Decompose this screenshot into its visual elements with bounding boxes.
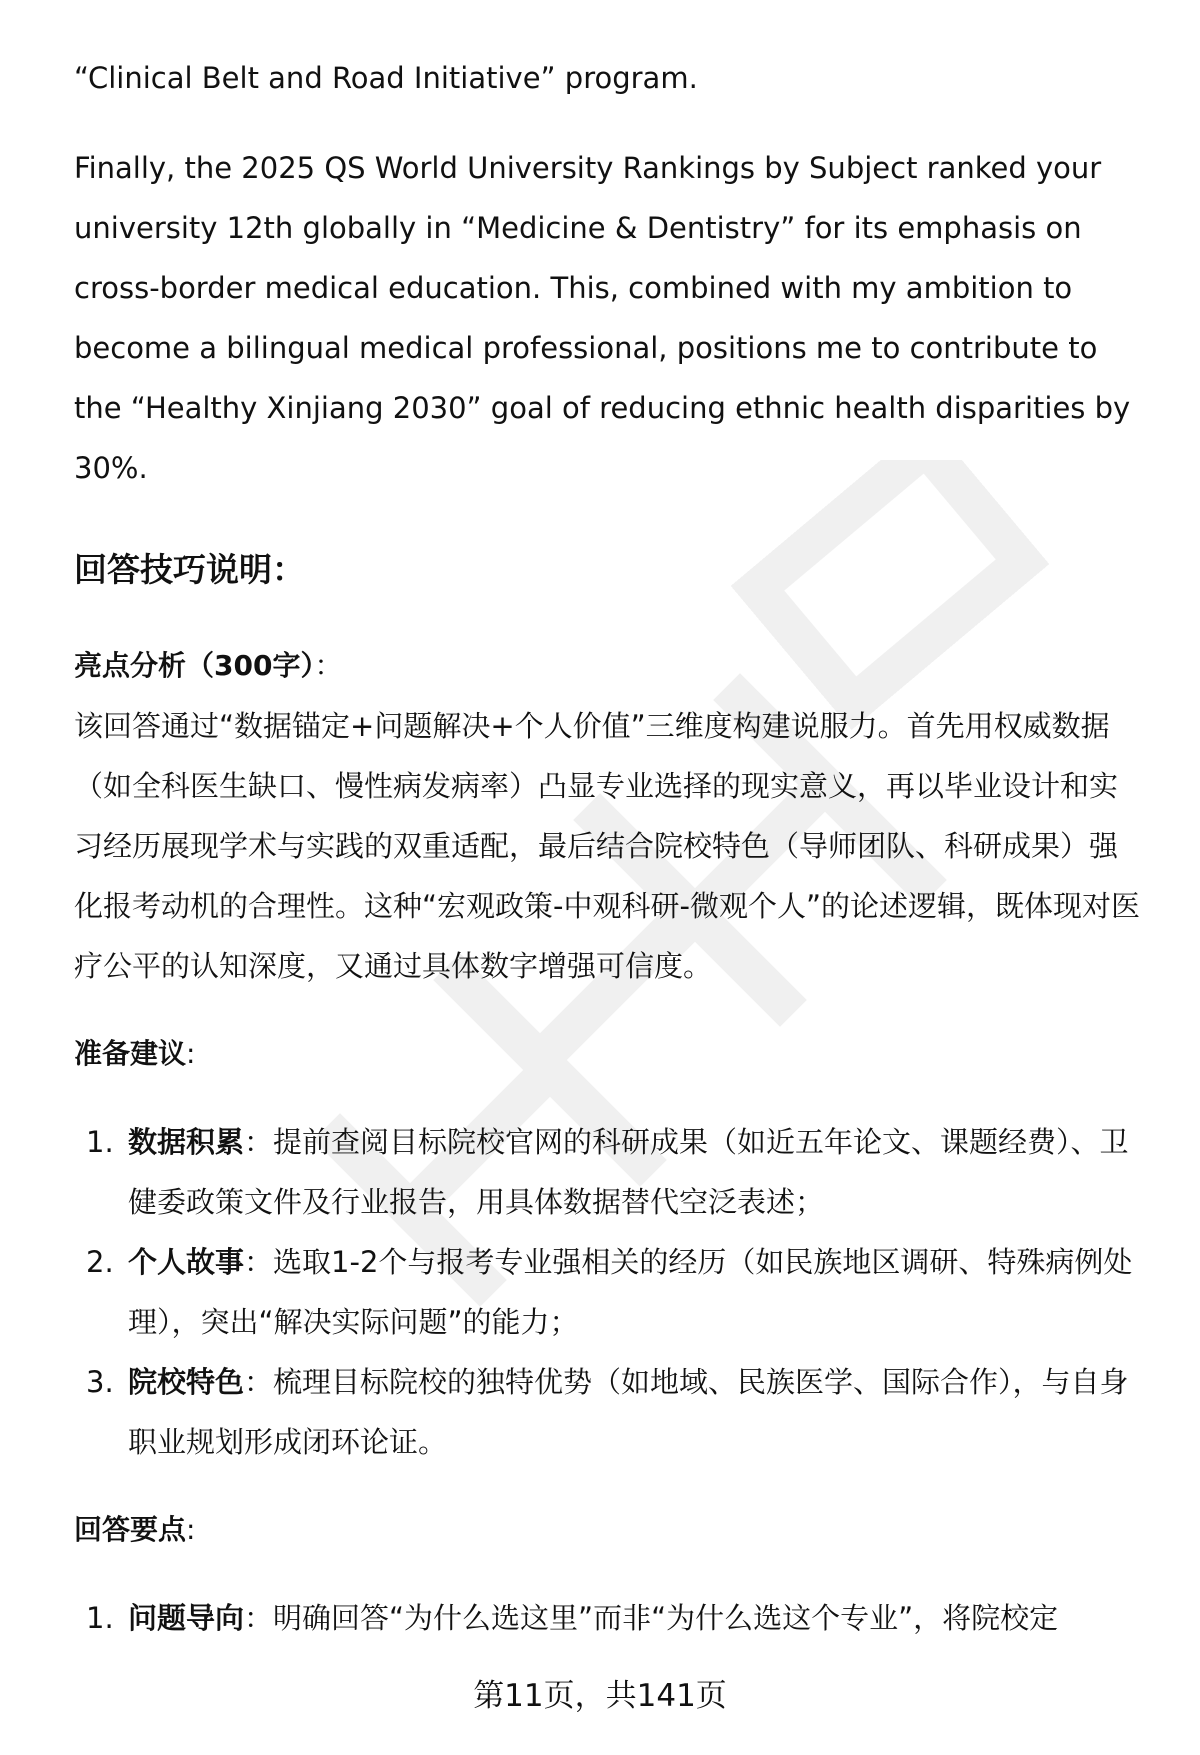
- page-number-footer: 第11页，共141页: [473, 1678, 727, 1714]
- highlight-subheading: [74, 636, 1144, 696]
- highlight-title: 亮点分析（300字）: [74, 649, 315, 682]
- list-item: [74, 1232, 1144, 1352]
- list-item: [74, 1112, 1144, 1232]
- list-item-colon: ：: [244, 1245, 274, 1279]
- list-number: 3.: [86, 1365, 114, 1399]
- key-points-list: [74, 1588, 1144, 1648]
- list-item-colon: ：: [244, 1365, 274, 1399]
- list-number: 2.: [86, 1245, 114, 1279]
- prep-list: [74, 1112, 1144, 1472]
- list-number: 1.: [86, 1125, 114, 1159]
- key-points-title: 回答要点: [74, 1513, 187, 1546]
- list-item: [74, 1588, 1144, 1648]
- list-item-text: 梳理目标院校的独特优势（如地域、民族医学、国际合作），与自身职业规划形成闭环论证。: [128, 1365, 1129, 1459]
- paragraph-qs-ranking: Finally, the 2025 QS World University Rankings by Subject ranked your university 12th globally in “Medicine & Dentistry” for its emphasis on cross-border medical education. This, combined with my ambition to become a bilingual medical professional, positions me to contribute to the “Healthy Xinjiang 2030” goal of reducing ethnic health disparities by 30%.: [74, 151, 1131, 485]
- list-item-title: 问题导向: [128, 1601, 245, 1635]
- list-item-text: 提前查阅目标院校官网的科研成果（如近五年论文、课题经费）、卫健委政策文件及行业报告，用具体数据替代空泛表述；: [128, 1125, 1129, 1219]
- paragraph-program: “Clinical Belt and Road Initiative” program.: [74, 61, 698, 95]
- list-item-title: 数据积累: [128, 1125, 245, 1159]
- list-item-text: 明确回答“为什么选这里”而非“为什么选这个专业”，将院校定: [273, 1601, 1059, 1635]
- section-heading: 回答技巧说明：: [74, 550, 305, 589]
- key-points-subheading: [74, 1500, 1144, 1560]
- list-number: 1.: [86, 1601, 114, 1635]
- document-content: [74, 48, 1144, 1676]
- key-points-colon: :: [186, 1513, 196, 1546]
- list-item-title: 个人故事: [128, 1245, 245, 1279]
- list-item-text: 选取1-2个与报考专业强相关的经历（如民族地区调研、特殊病例处理），突出“解决实际问题”的能力；: [128, 1245, 1133, 1339]
- prep-subheading: [74, 1024, 1144, 1084]
- list-item-colon: ：: [244, 1601, 274, 1635]
- list-item: [74, 1352, 1144, 1472]
- highlight-paragraph: 该回答通过“数据锚定+问题解决+个人价值”三维度构建说服力。首先用权威数据（如全科医生缺口、慢性病发病率）凸显专业选择的现实意义，再以毕业设计和实习经历展现学术与实践的双重适配，最后结合院校特色（导师团队、科研成果）强化报考动机的合理性。这种“宏观政策-中观科研-微观个人”的论述逻辑，既体现对医疗公平的认知深度，又通过具体数字增强可信度。: [74, 709, 1140, 983]
- list-item-colon: ：: [244, 1125, 274, 1159]
- highlight-colon: ：: [314, 649, 343, 682]
- prep-title: 准备建议: [74, 1037, 187, 1070]
- list-item-title: 院校特色: [128, 1365, 245, 1399]
- prep-colon: :: [186, 1037, 196, 1070]
